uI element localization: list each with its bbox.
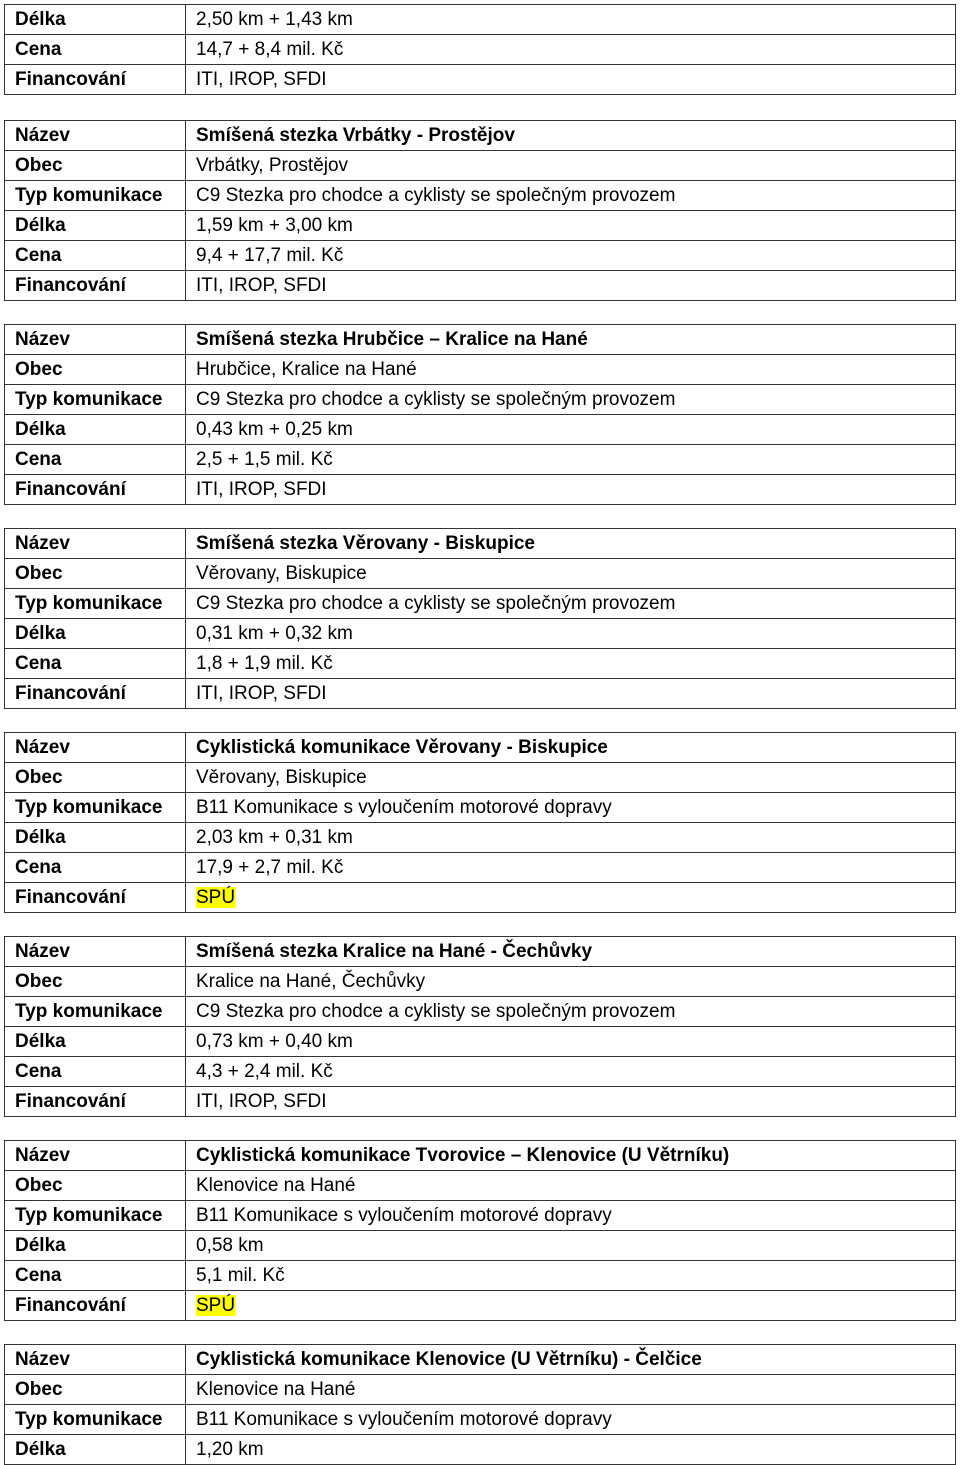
field-label: Cena	[5, 445, 186, 475]
field-label: Typ komunikace	[5, 793, 186, 823]
field-value: 14,7 + 8,4 mil. Kč	[186, 35, 956, 65]
field-label: Obec	[5, 1171, 186, 1201]
field-value: ITI, IROP, SFDI	[186, 271, 956, 301]
field-label: Název	[5, 325, 186, 355]
project-record-table	[4, 936, 956, 1117]
field-label: Délka	[5, 415, 186, 445]
record-row	[5, 763, 956, 793]
field-value	[186, 883, 956, 913]
record-row	[5, 997, 956, 1027]
field-label: Obec	[5, 763, 186, 793]
field-value: 9,4 + 17,7 mil. Kč	[186, 241, 956, 271]
record-row	[5, 1201, 956, 1231]
record-row	[5, 649, 956, 679]
project-record-table	[4, 324, 956, 505]
field-label: Délka	[5, 823, 186, 853]
record-row	[5, 1345, 956, 1375]
field-value: B11 Komunikace s vyloučením motorové dopravy	[186, 1201, 956, 1231]
field-label: Obec	[5, 559, 186, 589]
field-label: Obec	[5, 355, 186, 385]
field-label: Název	[5, 1141, 186, 1171]
record-row	[5, 1435, 956, 1465]
record-row	[5, 883, 956, 913]
project-name-value: Smíšená stezka Kralice na Hané - Čechůvky	[186, 937, 956, 967]
record-row	[5, 325, 956, 355]
field-label: Délka	[5, 5, 186, 35]
field-label: Financování	[5, 883, 186, 913]
record-row	[5, 5, 956, 35]
project-name-value: Smíšená stezka Vrbátky - Prostějov	[186, 121, 956, 151]
record-row	[5, 1087, 956, 1117]
field-value: 5,1 mil. Kč	[186, 1261, 956, 1291]
record-row	[5, 475, 956, 505]
record-row	[5, 1027, 956, 1057]
field-value: B11 Komunikace s vyloučením motorové dopravy	[186, 793, 956, 823]
record-row	[5, 529, 956, 559]
project-record-table	[4, 1344, 956, 1465]
field-value: Hrubčice, Kralice na Hané	[186, 355, 956, 385]
field-label: Cena	[5, 241, 186, 271]
record-row	[5, 1375, 956, 1405]
project-record-table	[4, 732, 956, 913]
field-value: 1,20 km	[186, 1435, 956, 1465]
record-row	[5, 793, 956, 823]
field-value: C9 Stezka pro chodce a cyklisty se společným provozem	[186, 385, 956, 415]
field-value: 1,59 km + 3,00 km	[186, 211, 956, 241]
record-row	[5, 355, 956, 385]
field-label: Cena	[5, 1057, 186, 1087]
record-row	[5, 733, 956, 763]
record-row	[5, 823, 956, 853]
field-label: Financování	[5, 679, 186, 709]
field-value: C9 Stezka pro chodce a cyklisty se společným provozem	[186, 181, 956, 211]
record-row	[5, 151, 956, 181]
field-value: 2,03 km + 0,31 km	[186, 823, 956, 853]
project-name-value: Cyklistická komunikace Tvorovice – Klenovice (U Větrníku)	[186, 1141, 956, 1171]
field-value: 17,9 + 2,7 mil. Kč	[186, 853, 956, 883]
field-label: Typ komunikace	[5, 1201, 186, 1231]
record-row	[5, 1261, 956, 1291]
field-value: Klenovice na Hané	[186, 1375, 956, 1405]
project-name-value: Cyklistická komunikace Klenovice (U Větrníku) - Čelčice	[186, 1345, 956, 1375]
field-value: Věrovany, Biskupice	[186, 559, 956, 589]
field-label: Obec	[5, 967, 186, 997]
field-value: ITI, IROP, SFDI	[186, 679, 956, 709]
field-label: Typ komunikace	[5, 589, 186, 619]
record-row	[5, 415, 956, 445]
record-row	[5, 385, 956, 415]
field-value: Klenovice na Hané	[186, 1171, 956, 1201]
field-label: Název	[5, 529, 186, 559]
project-name-value: Smíšená stezka Hrubčice – Kralice na Hané	[186, 325, 956, 355]
field-value: 0,73 km + 0,40 km	[186, 1027, 956, 1057]
field-value: 4,3 + 2,4 mil. Kč	[186, 1057, 956, 1087]
field-label: Obec	[5, 1375, 186, 1405]
field-value	[186, 1291, 956, 1321]
record-row	[5, 1057, 956, 1087]
field-label: Cena	[5, 35, 186, 65]
field-value: 1,8 + 1,9 mil. Kč	[186, 649, 956, 679]
field-label: Cena	[5, 853, 186, 883]
record-row	[5, 271, 956, 301]
field-label: Délka	[5, 1027, 186, 1057]
field-label: Název	[5, 733, 186, 763]
record-row	[5, 937, 956, 967]
record-row	[5, 967, 956, 997]
record-row	[5, 1291, 956, 1321]
field-value: ITI, IROP, SFDI	[186, 65, 956, 95]
field-value: Kralice na Hané, Čechůvky	[186, 967, 956, 997]
field-value: B11 Komunikace s vyloučením motorové dopravy	[186, 1405, 956, 1435]
record-row	[5, 1141, 956, 1171]
record-row	[5, 241, 956, 271]
field-label: Financování	[5, 65, 186, 95]
field-value: Věrovany, Biskupice	[186, 763, 956, 793]
record-row	[5, 211, 956, 241]
project-record-table	[4, 4, 956, 95]
record-row	[5, 679, 956, 709]
field-label: Financování	[5, 1087, 186, 1117]
record-row	[5, 619, 956, 649]
record-row	[5, 589, 956, 619]
project-record-table	[4, 120, 956, 301]
field-label: Název	[5, 1345, 186, 1375]
field-label: Financování	[5, 271, 186, 301]
field-label: Cena	[5, 649, 186, 679]
field-value: Vrbátky, Prostějov	[186, 151, 956, 181]
field-value: ITI, IROP, SFDI	[186, 1087, 956, 1117]
field-label: Typ komunikace	[5, 181, 186, 211]
field-value: 0,43 km + 0,25 km	[186, 415, 956, 445]
field-label: Délka	[5, 1435, 186, 1465]
field-label: Délka	[5, 211, 186, 241]
record-row	[5, 35, 956, 65]
record-row	[5, 121, 956, 151]
record-row	[5, 559, 956, 589]
field-value: ITI, IROP, SFDI	[186, 475, 956, 505]
field-label: Cena	[5, 1261, 186, 1291]
record-row	[5, 1231, 956, 1261]
field-value: 0,31 km + 0,32 km	[186, 619, 956, 649]
project-name-value: Smíšená stezka Věrovany - Biskupice	[186, 529, 956, 559]
field-value: C9 Stezka pro chodce a cyklisty se společným provozem	[186, 589, 956, 619]
record-row	[5, 445, 956, 475]
field-label: Název	[5, 937, 186, 967]
field-label: Délka	[5, 619, 186, 649]
field-value: 2,50 km + 1,43 km	[186, 5, 956, 35]
record-row	[5, 181, 956, 211]
field-label: Délka	[5, 1231, 186, 1261]
field-value: 2,5 + 1,5 mil. Kč	[186, 445, 956, 475]
record-row	[5, 1405, 956, 1435]
field-value: 0,58 km	[186, 1231, 956, 1261]
highlighted-funding-value: SPÚ	[196, 886, 236, 908]
field-label: Financování	[5, 475, 186, 505]
record-row	[5, 853, 956, 883]
field-label: Typ komunikace	[5, 385, 186, 415]
record-row	[5, 65, 956, 95]
field-label: Typ komunikace	[5, 997, 186, 1027]
project-record-table	[4, 1140, 956, 1321]
field-label: Obec	[5, 151, 186, 181]
field-label: Název	[5, 121, 186, 151]
highlighted-funding-value: SPÚ	[196, 1294, 236, 1316]
field-label: Financování	[5, 1291, 186, 1321]
project-record-table	[4, 528, 956, 709]
project-name-value: Cyklistická komunikace Věrovany - Biskupice	[186, 733, 956, 763]
field-label: Typ komunikace	[5, 1405, 186, 1435]
field-value: C9 Stezka pro chodce a cyklisty se společným provozem	[186, 997, 956, 1027]
record-row	[5, 1171, 956, 1201]
